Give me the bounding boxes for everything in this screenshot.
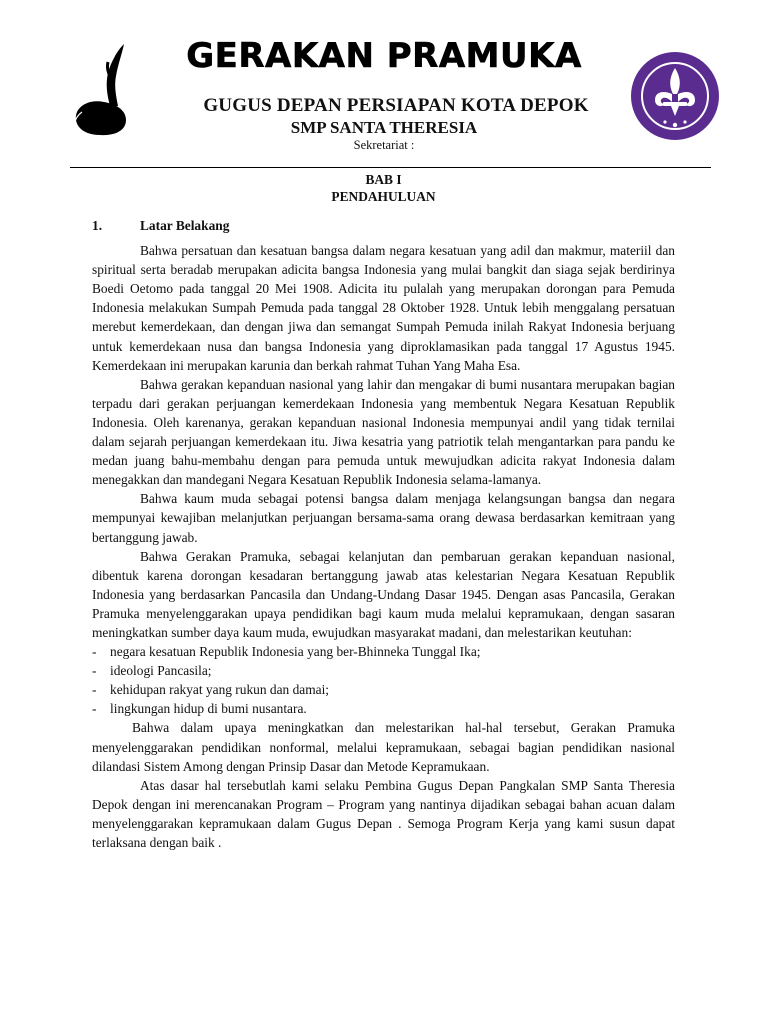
section-number: 1. (92, 218, 103, 233)
list-item-text: ideologi Pancasila; (110, 663, 212, 679)
list-item (92, 699, 675, 718)
paragraph: Bahwa Gerakan Pramuka, sebagai kelanjutan dan pembaruan gerakan kepanduan nasional, dibentuk karena dorongan kesadaran bertanggung jawab atas kelestarian Negara Kesatuan Republik Indonesia yang berdasarkan Pancasila dan Undang-Undang Dasar 1945. Dengan asas Pancasila, Gerakan Pramuka menyelenggarakan upaya pendidikan bagi kaum muda melalui kepramukaan, dengan sasaran meningkatkan sumber daya kaum muda, ewujudkan masyarakat madani, dan melestarikan keutuhan: (92, 548, 675, 640)
paragraph: Bahwa dalam upaya meningkatkan dan melestarikan hal-hal tersebut, Gerakan Pramuka menyelenggarakan pendidikan nonformal, melalui kepramukaan, sebagai bagian pendidikan nasional dilandasi Sistem Among dengan Prinsip Dasar dan Metode Kepramukaan. (92, 720, 675, 774)
list-marker: - (92, 663, 97, 679)
sekretariat-line: Sekretariat : (353, 138, 415, 152)
school-line: SMP SANTA THERESIA (290, 118, 478, 137)
section-heading (92, 216, 675, 235)
paragraph: Bahwa gerakan kepanduan nasional yang lahir dan mengakar di bumi nusantara merupakan bagian terpadu dari gerakan perjuangan kemerdekaan Indonesia yang membentuk Negara Kesatuan Republik Indonesia. Oleh karenanya, gerakan kepanduan nasional Indonesia mempunyai andil yang tidak ternilai dalam sejarah perjuangan kemerdekaan itu. Jiwa kesatria yang patriotik telah mengantarkan para pandu ke medan juang bahu-membahu dengan para pemuda untuk mewujudkan adicita rakyat Indonesia dalam menegakkan dan mandegani Negara Kesatuan Republik Indonesia selama-lamanya. (92, 376, 675, 488)
chapter-number: BAB I (365, 172, 402, 187)
list-marker: - (92, 682, 97, 698)
list-item-text: negara kesatuan Republik Indonesia yang ber-Bhinneka Tunggal Ika; (110, 644, 481, 660)
list-item-text: kehidupan rakyat yang rukun dan damai; (110, 682, 330, 698)
list-item (92, 680, 675, 699)
header-divider (70, 167, 711, 168)
list-item-text: lingkungan hidup di bumi nusantara. (110, 701, 307, 717)
section-title: Latar Belakang (140, 218, 230, 233)
paragraph: Bahwa persatuan dan kesatuan bangsa dalam negara kesatuan yang adil dan makmur, materiil dan spiritual serta beradab merupakan adicita bangsa Indonesia yang mulai bangkit dan siaga sejak berdirinya Boedi Oetomo pada tanggal 20 Mei 1908. Adicita itu pulalah yang merupakan dorongan para Pemuda Indonesia melakukan Sumpah Pemuda pada tanggal 28 Oktober 1928. Untuk lebih menggalang persatuan merebut kemerdekaan, dan dengan jiwa dan semangat Sumpah Pemuda inilah Rakyat Indonesia berjuang untuk kemerdekaan nusa dan bangsa Indonesia yang diproklamasikan pada tanggal 17 Agustus 1945. Kemerdekaan ini merupakan karunia dan berkah rahmat Tuhan Yang Maha Esa. (92, 243, 675, 373)
list-item (92, 642, 675, 661)
list-item (92, 661, 675, 680)
paragraph: Atas dasar hal tersebutlah kami selaku Pembina Gugus Depan Pangkalan SMP Santa Theresia Depok dengan ini merencanakan Program – Program yang nantinya dijadikan sebagai bahan acuan dalam menyelenggarakan kepramukaan dalam Gugus Depan . Semoga Program Kerja yang kami susun dapat terlaksana dengan baik . (92, 777, 675, 850)
list-marker: - (92, 701, 97, 717)
gugus-line: GUGUS DEPAN PERSIAPAN KOTA DEPOK (203, 95, 589, 116)
list-marker: - (92, 644, 97, 660)
org-title: GERAKAN PRAMUKA (186, 36, 582, 76)
paragraph: Bahwa kaum muda sebagai potensi bangsa dalam menjaga kelangsungan bangsa dan negara mempunyai kewajiban melanjutkan perjuangan bersama-sama orang dewasa berdasarkan kemitraan yang bertanggung jawab. (92, 491, 675, 545)
list (0, 642, 675, 718)
chapter-title: PENDAHULUAN (331, 189, 436, 204)
document-body (92, 171, 675, 852)
